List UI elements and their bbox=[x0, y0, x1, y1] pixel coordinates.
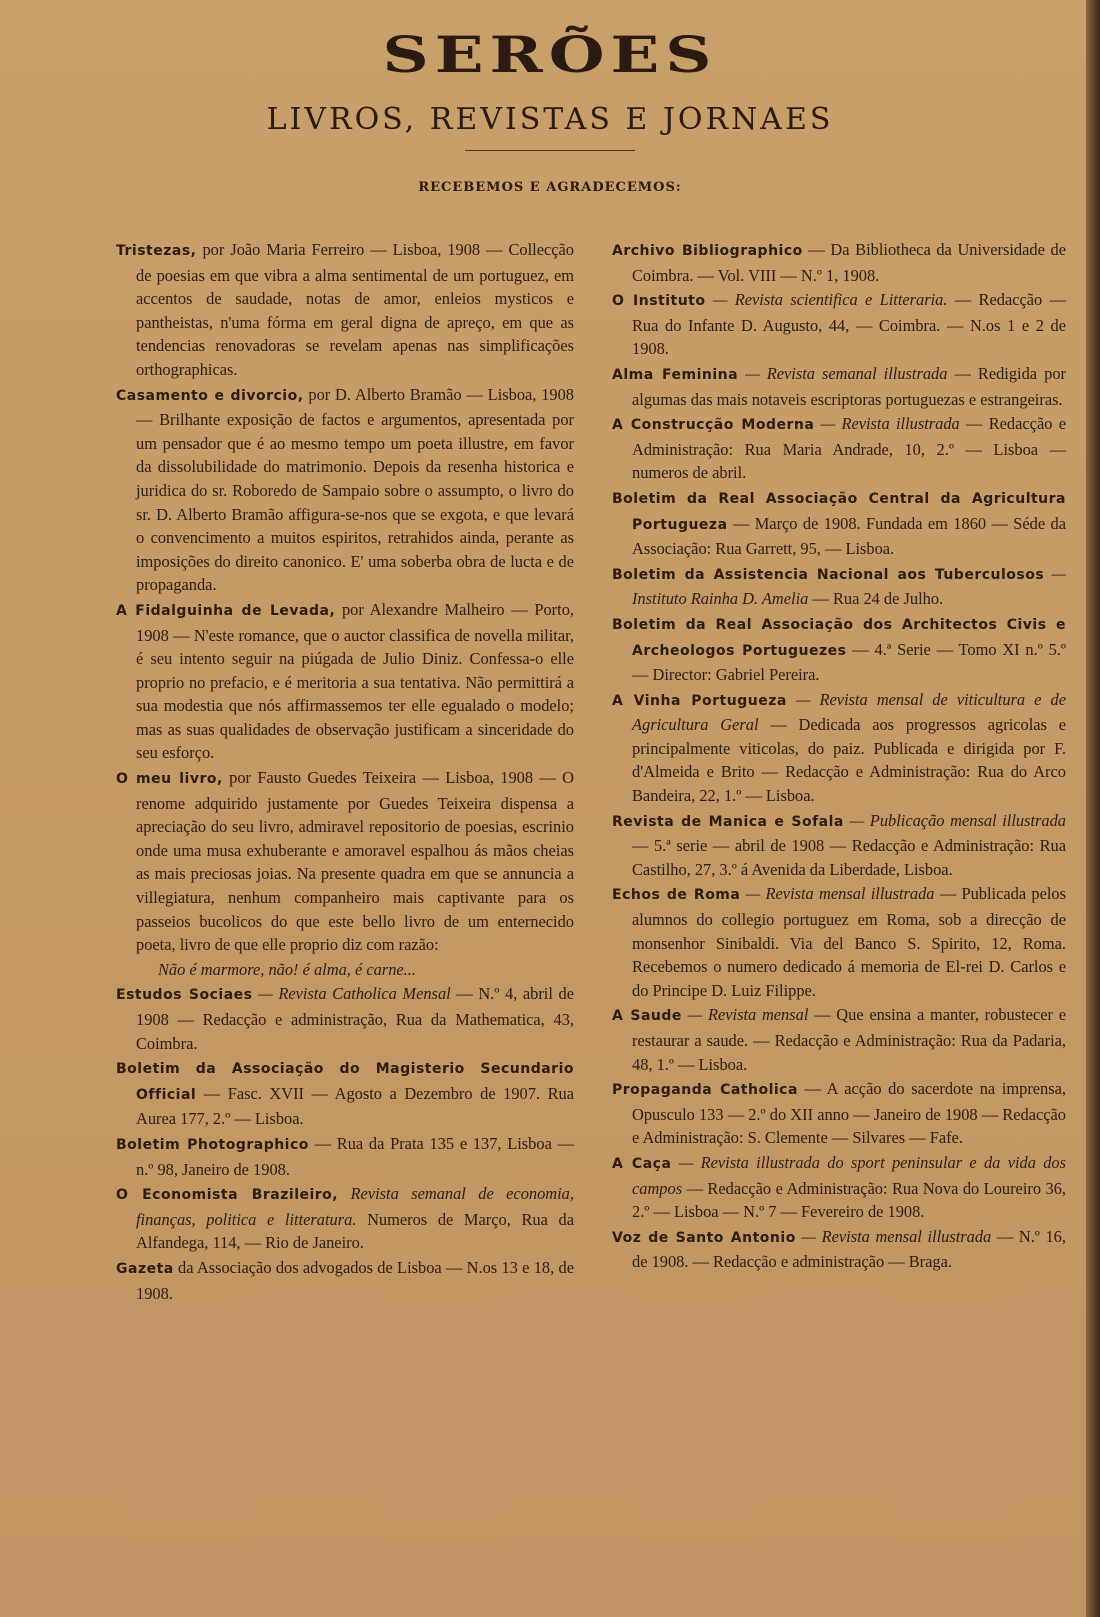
section-heading: RECEBEMOS E AGRADECEMOS: bbox=[418, 180, 682, 195]
entry-subtitle: — Revista mensal bbox=[687, 1005, 809, 1025]
entry-text: por João Maria Ferreiro — Lisboa, 1908 — Collecção de poesias em que vibra a alma sentimental de um portuguez, em accentos de saudade, notas de amor, enleios mysticos e pantheistas, n'uma fórma em geral digna de apreço, em que as tendencias renovadoras se revelam apenas nas simplificações orthographicas. bbox=[136, 240, 574, 379]
entry-text: Numeros de Março, Rua da Alfandega, 114, — Rio de Janeiro. bbox=[136, 1209, 574, 1253]
listing-entry bbox=[612, 362, 1066, 411]
right-column bbox=[612, 238, 1066, 1275]
entry-title: Archivo Bibliographico bbox=[612, 243, 803, 259]
entry-text: — Da Bibliotheca da Universidade de Coimbra. — Vol. VIII — N.º 1, 1908. bbox=[632, 240, 1066, 285]
masthead-title: SERÕES bbox=[382, 26, 718, 85]
entry-text: — N.º 16, de 1908. — Redacção e administração — Braga. bbox=[632, 1226, 1066, 1272]
entry-text: da Associação dos advogados de Lisboa — N.os 13 e 18, de 1908. bbox=[136, 1257, 574, 1303]
entry-text: — Redacção e Administração: Rua Maria Andrade, 10, 2.º — Lisboa — numeros de abril. bbox=[632, 414, 1066, 483]
entry-title: A Construcção Moderna bbox=[612, 417, 815, 434]
listing-entry bbox=[116, 1256, 574, 1305]
entry-subtitle: — Revista scientifica e Litteraria. bbox=[712, 290, 948, 310]
entry-text: — A acção do sacerdote na imprensa, Opusculo 133 — 2.º do XII anno — Janeiro de 1908 — Redacção e Administração: S. Clemente — Silvares — Fafe. bbox=[632, 1079, 1067, 1148]
entry-title: Boletim da Real Associação dos Architectos Civis e Archeologos Portuguezes bbox=[612, 616, 1066, 659]
entry-title: A Fidalguinha de Levada, bbox=[116, 602, 336, 619]
entry-text: por Alexandre Malheiro — Porto, 1908 — N'este romance, que o auctor classifica de novella militar, é seu intento seguir na piúgada de Julio Diniz. Confessa-o elle proprio no prefacio, e é meritoria a sua tentativa. Não permittirá a sua modestia que nós affirmassemos ter elle egualado o modelo; mas as suas qualidades de observação justificam a sinceridade do seu esforço. bbox=[136, 599, 574, 763]
entry-title: Alma Feminina bbox=[612, 366, 739, 383]
entry-subtitle: — Revista illustrada do sport peninsular e da vida dos campos bbox=[632, 1152, 1066, 1198]
listing-entry bbox=[612, 612, 1066, 687]
listing-entry bbox=[612, 486, 1066, 561]
listing-entry bbox=[612, 809, 1066, 882]
listing-entry bbox=[612, 1077, 1066, 1150]
entry-title: Boletim Photographico bbox=[116, 1136, 309, 1153]
entry-subtitle: — Publicação mensal illustrada bbox=[849, 810, 1066, 830]
entry-text: — Redacção — Rua do Infante D. Augusto, 44, — Coimbra. — N.os 1 e 2 de 1908. bbox=[632, 290, 1066, 359]
listing-entry bbox=[116, 1182, 574, 1255]
entry-title: Boletim da Associação do Magisterio Secundario Official bbox=[116, 1061, 574, 1103]
entry-text: — Redigida por algumas das mais notaveis escriptoras portuguezas e estrangeiras. bbox=[632, 363, 1066, 409]
listing-entry bbox=[116, 598, 574, 765]
entry-title: Echos de Roma bbox=[612, 887, 741, 904]
entry-text: — Rua da Prata 135 e 137, Lisboa — n.º 98, Janeiro de 1908. bbox=[136, 1133, 574, 1179]
entry-title: Casamento e divorcio, bbox=[116, 387, 304, 404]
page-edge-shadow bbox=[1086, 0, 1100, 1617]
entry-title: Boletim da Real Associação Central da Agricultura Portugueza bbox=[612, 490, 1066, 533]
entry-text: por D. Alberto Bramão — Lisboa, 1908 — Brilhante exposição de factos e argumentos, apresentada por um pensador que é ao mesmo tempo um poeta illustre, em favor da dissolubilidade do matrimonio. Depois da resenha historica e juridica do sr. Roboredo de Sampaio sobre o assumpto, o livro do sr. D. Alberto Bramão affigura-se-nos que se exgota, e que levará o convencimento a muitos espiritos, retrahidos ainda, perante as imposições do direito canonico. E' uma soberba obra de lucta e de propaganda. bbox=[136, 384, 574, 595]
listing-entry bbox=[116, 383, 574, 597]
entry-subtitle: — Revista mensal de viticultura e de Agricultura Geral bbox=[632, 689, 1066, 735]
entry-subtitle: — Revista mensal illustrada bbox=[745, 884, 935, 904]
entry-text: — Rua 24 de Julho. bbox=[812, 589, 944, 609]
listing-entry bbox=[612, 562, 1066, 611]
entry-title: A Saude bbox=[612, 1008, 682, 1025]
entry-text: — 5.ª serie — abril de 1908 — Redacção e Administração: Rua Castilho, 27, 3.º á Avenida da Liberdade, Lisboa. bbox=[632, 836, 1066, 879]
divider-rule bbox=[465, 150, 635, 151]
entry-title: O Economista Brazileiro, bbox=[116, 1187, 339, 1204]
listing-entry bbox=[612, 882, 1066, 1002]
listing-entry bbox=[116, 238, 574, 382]
masthead-subtitle: LIVROS, REVISTAS E JORNAES bbox=[266, 102, 834, 137]
entry-text: — 4.ª Serie — Tomo XI n.º 5.º — Director: Gabriel Pereira. bbox=[632, 639, 1066, 685]
listing-entry bbox=[612, 238, 1066, 287]
entry-text: — Dedicada aos progressos agricolas e principalmente viticolas, do paiz. Publicada e dirigida por F. d'Almeida e Brito — Redacção e Administração: Rua do Arco Bandeira, 22, 1.º — Lisboa. bbox=[632, 715, 1067, 806]
entry-subtitle: — Instituto Rainha D. Amelia bbox=[632, 563, 1066, 609]
entry-subtitle: — Revista mensal illustrada bbox=[801, 1226, 992, 1246]
entry-subtitle: — Revista semanal illustrada bbox=[745, 363, 948, 383]
entry-title: A Vinha Portugueza bbox=[612, 692, 787, 709]
listing-entry bbox=[116, 1132, 574, 1181]
entry-title: O meu livro, bbox=[116, 771, 223, 788]
listing-entry bbox=[612, 1003, 1066, 1076]
entry-title: Gazeta bbox=[116, 1260, 174, 1277]
listing-entry bbox=[116, 982, 574, 1055]
entry-text: — Redacção e Administração: Rua Nova do Loureiro 36, 2.º — Lisboa — N.º 7 — Fevereiro de 1908. bbox=[632, 1178, 1066, 1222]
entry-title: O Instituto bbox=[612, 293, 706, 310]
listing-entry bbox=[612, 688, 1066, 808]
entry-text: — N.º 4, abril de 1908 — Redacção e administração, Rua da Mathematica, 43, Coimbra. bbox=[136, 984, 574, 1053]
entry-subtitle: — Revista illustrada bbox=[820, 414, 960, 434]
entry-title: Propaganda Catholica bbox=[612, 1082, 798, 1099]
entry-title: A Caça bbox=[612, 1155, 672, 1172]
left-column bbox=[116, 238, 574, 1306]
entry-title: Boletim da Assistencia Nacional aos Tuberculosos bbox=[612, 566, 1045, 583]
entry-text: por Fausto Guedes Teixeira — Lisboa, 1908 — O renome adquirido justamente por Guedes Teixeira dispensa a apreciação do seu livro, admiravel repositorio de poesias, escrinio onde uma musa exhuberante e amoravel espalhou ás mãos cheias as mais preciosas joias. Na presente quadra em que se annuncia a villegiatura, nenhum companheiro mais captivante para os passeios bucolicos do que este bello livro de um enternecido poeta, livro de que elle proprio diz com razão: bbox=[136, 768, 574, 955]
listing-entry bbox=[612, 412, 1066, 485]
entry-title: Estudos Sociaes bbox=[116, 987, 253, 1004]
entry-subtitle: Revista semanal de economia, finanças, politica e litteratura. bbox=[136, 1184, 574, 1229]
listing-entry bbox=[612, 1225, 1066, 1274]
entry-title: Tristezas, bbox=[116, 243, 197, 259]
listing-entry bbox=[612, 288, 1066, 361]
entry-subtitle: — Revista Catholica Mensal bbox=[258, 984, 451, 1004]
entry-title: Voz de Santo Antonio bbox=[612, 1229, 796, 1246]
entry-text: — Que ensina a manter, robustecer e restaurar a saude. — Redacção e Administração: Rua da Padaria, 48, 1.º — Lisboa. bbox=[632, 1005, 1066, 1074]
entry-text: — Publicada pelos alumnos do collegio portuguez em Roma, sob a direcção de monsenhor Sinibaldi. Via del Banco S. Spirito, 12, Roma. Recebemos o numero dedicado á memoria de El-rei D. Carlos e do Principe D. Luiz Filippe. bbox=[632, 884, 1066, 1000]
listing-entry bbox=[116, 766, 574, 957]
entry-title: Revista de Manica e Sofala bbox=[612, 813, 844, 830]
entry-text: — Março de 1908. Fundada em 1860 — Séde da Associação: Rua Garrett, 95, — Lisboa. bbox=[632, 513, 1066, 559]
entry-quote: Não é marmore, não! é alma, é carne... bbox=[158, 959, 416, 979]
listing-entry bbox=[612, 1151, 1066, 1224]
listing-entry bbox=[116, 1056, 574, 1131]
entry-text: — Fasc. XVII — Agosto a Dezembro de 1907. Rua Aurea 177, 2.º — Lisboa. bbox=[136, 1083, 574, 1129]
